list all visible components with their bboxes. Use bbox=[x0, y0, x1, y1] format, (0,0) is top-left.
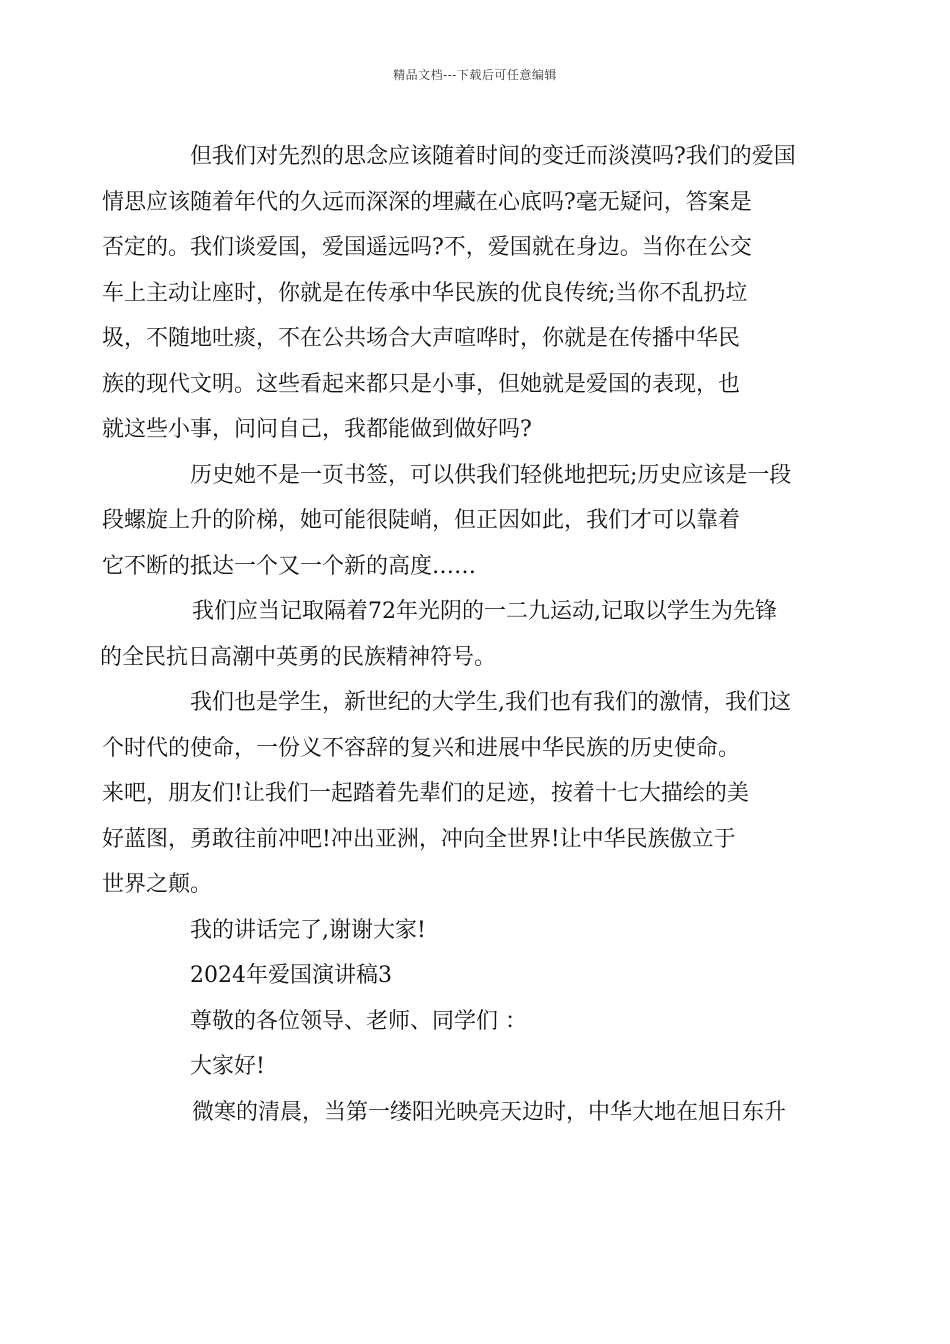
paragraph-5 bbox=[146, 908, 811, 954]
paragraph-line: 世界之颠。 bbox=[102, 872, 213, 897]
paragraph-line: 它不断的抵达一个又一个新的高度…… bbox=[102, 553, 477, 579]
paragraph-1 bbox=[102, 134, 811, 453]
paragraph-line: 尊敬的各位领导、老师、同学们 ： bbox=[190, 1008, 527, 1034]
paragraph-line: 历史她不是一页书签，可以供我们轻佻地把玩;历史应该是一段 bbox=[190, 462, 792, 488]
salutation bbox=[146, 999, 811, 1045]
paragraph-line: 2024年爱国演讲稿3 bbox=[190, 963, 392, 988]
paragraph-line: 个时代的使命，一份义不容辞的复兴和进展中华民族的历史使命。 bbox=[102, 735, 741, 761]
paragraph-line: 但我们对先烈的思念应该随着时间的变迁而淡漠吗?我们的爱国 bbox=[190, 144, 796, 169]
paragraph-line: 我们应当记取隔着72年光阴的一二九运动,记取以学生为先锋 bbox=[192, 599, 777, 624]
paragraph-line: 微寒的清晨，当第一缕阳光映亮天边时，中华大地在旭日东升 bbox=[192, 1099, 787, 1125]
paragraph-9 bbox=[146, 1090, 811, 1136]
section-title bbox=[146, 953, 811, 999]
paragraph-line: 就这些小事，问问自己，我都能做到做好吗? bbox=[102, 417, 532, 442]
paragraph-3 bbox=[100, 589, 811, 680]
greeting bbox=[146, 1044, 811, 1090]
paragraph-line: 我们也是学生，新世纪的大学生,我们也有我们的激情，我们这 bbox=[190, 690, 791, 715]
paragraph-line: 圾，不随地吐痰，不在公共场合大声喧哗时，你就是在传播中华民 bbox=[102, 326, 741, 351]
paragraph-line: 来吧，朋友们!让我们一起踏着先辈们的足迹，按着十七大描绘的美 bbox=[102, 781, 749, 806]
paragraph-4 bbox=[102, 680, 811, 908]
paragraph-line: 我的讲话完了,谢谢大家! bbox=[190, 917, 426, 943]
paragraph-line: 族的现代文明。这些看起来都只是小事，但她就是爱国的表现，也 bbox=[102, 371, 741, 397]
paragraph-line: 否定的。我们谈爱国，爱国遥远吗?不，爱国就在身边。当你在公交 bbox=[102, 235, 752, 260]
paragraph-2 bbox=[102, 453, 811, 590]
page-header: 精品文档---下载后可任意编辑 bbox=[393, 68, 557, 82]
paragraph-line: 的全民抗日高潮中英勇的民族精神符号。 bbox=[100, 644, 497, 670]
paragraph-line: 段螺旋上升的阶梯，她可能很陡峭，但正因如此，我们才可以靠着 bbox=[102, 508, 741, 533]
paragraph-line: 车上主动让座时，你就是在传承中华民族的优良传统;当你不乱扔垃 bbox=[102, 280, 748, 306]
paragraph-line: 情思应该随着年代的久远而深深的埋藏在心底吗?毫无疑问，答案是 bbox=[102, 189, 752, 215]
paragraph-line: 大家好! bbox=[190, 1054, 265, 1079]
paragraph-line: 好蓝图，勇敢往前冲吧!冲出亚洲，冲向全世界!让中华民族傲立于 bbox=[102, 826, 736, 852]
document-body bbox=[100, 134, 811, 1135]
